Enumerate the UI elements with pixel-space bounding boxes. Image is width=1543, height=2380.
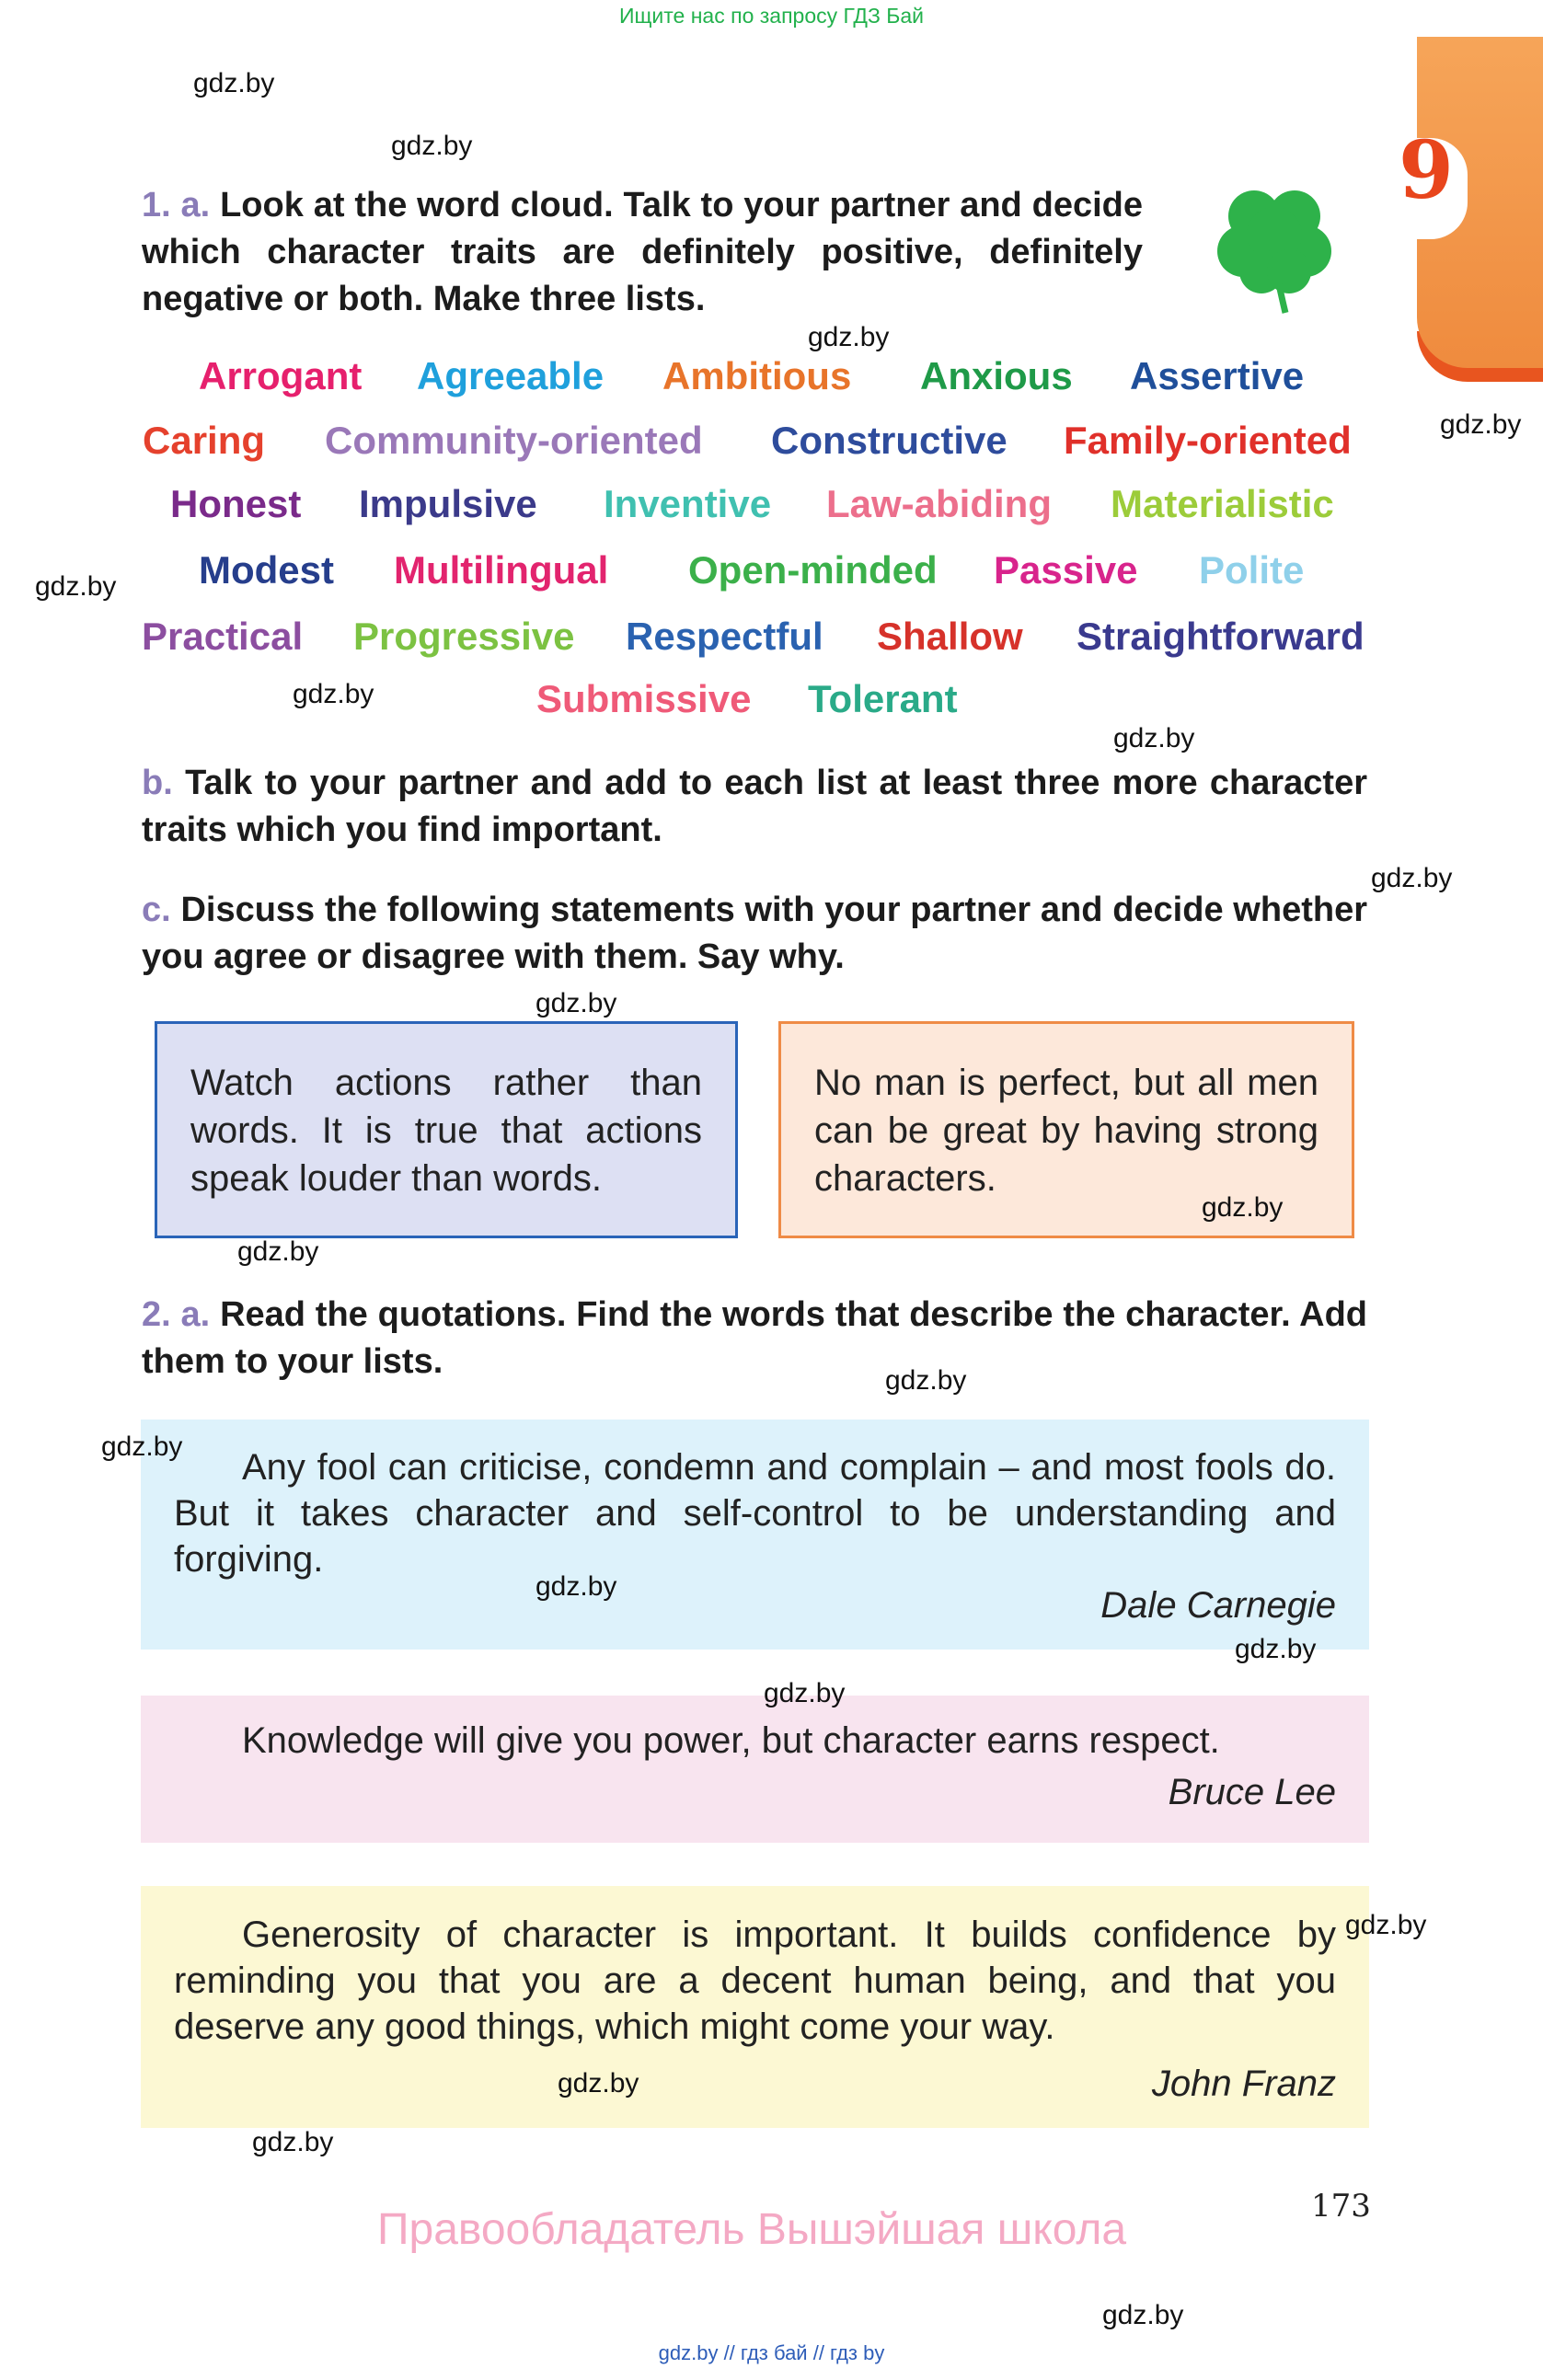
trait-word: Assertive [1130,354,1305,397]
copyright-notice: Правообладатель Вышэйшая школа [377,2205,1127,2254]
quote-box [141,1886,1369,2128]
task-text: Discuss the following statements with your partner and decide whether you agree or disagree with them. Say why. [142,891,1367,976]
trait-word: Straightforward [1077,615,1365,658]
watermark: gdz.by [391,131,473,161]
chapter-number: 9 [1399,124,1454,217]
word-cloud-row [0,354,1543,409]
trait-word: Respectful [626,615,823,658]
quote-text: Any fool can criticise, condemn and complain – and most fools do. But it takes character and self-control to be understanding and forgiving. [174,1447,1336,1580]
task-1b [142,760,1367,854]
statement-text: Watch actions rather than words. It is true that actions speak louder than words. [190,1063,702,1199]
trait-word: Progressive [353,615,575,658]
task-letter: b. [142,764,173,802]
quote-box [141,1696,1369,1843]
trait-word: Ambitious [662,354,852,397]
task-letter: a. [180,1295,211,1334]
task-letter: a. [180,186,211,224]
page-number: 173 [1311,2188,1371,2225]
trait-word: Multilingual [394,548,609,592]
watermark: gdz.by [1371,863,1453,893]
trait-word: Caring [143,419,266,462]
trait-word: Tolerant [808,677,958,720]
trait-word: Modest [199,548,334,592]
statement-box [155,1021,738,1238]
watermark: gdz.by [885,1365,967,1396]
task-number: 2. [142,1295,171,1334]
task-2a [142,1292,1367,1385]
watermark: gdz.by [535,1571,617,1602]
task-1c [142,887,1367,981]
trait-word: Practical [142,615,304,658]
trait-word: Polite [1199,548,1305,592]
word-cloud-row [0,419,1543,474]
word-cloud-row [0,615,1543,670]
word-cloud-row [0,548,1543,604]
trait-word: Honest [170,482,302,525]
statement-text: No man is perfect, but all men can be great by having strong characters. [814,1063,1318,1199]
trait-word: Agreeable [417,354,605,397]
top-banner-text: Ищите нас по запросу ГДЗ Бай [618,4,925,28]
trait-word: Law-abiding [826,482,1052,525]
trait-word: Passive [994,548,1138,592]
watermark: gdz.by [535,988,617,1018]
watermark: gdz.by [293,679,374,709]
quote-box [141,1420,1369,1650]
task-1a [142,182,1143,323]
shamrock-icon [1210,179,1339,317]
watermark: gdz.by [237,1236,319,1267]
trait-word: Shallow [877,615,1023,658]
task-text: Look at the word cloud. Talk to your partner and decide which character traits are definitely positive, definitely negative or both. Make three lists. [142,186,1143,318]
watermark: gdz.by [1440,409,1522,440]
watermark: gdz.by [1102,2300,1184,2330]
quote-text: Knowledge will give you power, but character earns respect. [242,1720,1220,1761]
task-text: Read the quotations. Find the words that describe the character. Add them to your lists. [142,1295,1367,1381]
watermark: gdz.by [764,1678,846,1708]
watermark: gdz.by [252,2127,334,2157]
trait-word: Impulsive [359,482,537,525]
watermark: gdz.by [808,322,890,352]
watermark: gdz.by [101,1431,183,1462]
word-cloud-row [0,482,1543,537]
trait-word: Community-oriented [325,419,703,462]
trait-word: Arrogant [199,354,363,397]
trait-word: Inventive [604,482,772,525]
quote-author: John Franz [1151,2064,1336,2104]
trait-word: Open-minded [688,548,938,592]
task-text: Talk to your partner and add to each list at least three more character traits which you find important. [142,764,1367,849]
quote-text: Generosity of character is important. It builds confidence by reminding you that you are a decent human being, and that you deserve any good things, which might come your way. [174,1914,1336,2047]
task-letter: c. [142,891,171,929]
bottom-links[interactable]: gdz.by // гдз бай // гдз by [658,2341,885,2364]
watermark: gdz.by [193,68,275,98]
trait-word: Family-oriented [1064,419,1352,462]
watermark: gdz.by [1345,1910,1427,1940]
watermark: gdz.by [1202,1192,1284,1223]
trait-word: Constructive [771,419,1008,462]
watermark: gdz.by [35,571,117,602]
trait-word: Materialistic [1111,482,1334,525]
trait-word: Submissive [536,677,752,720]
word-cloud-row [0,677,1543,732]
trait-word: Anxious [920,354,1073,397]
quote-author: Dale Carnegie [1100,1585,1336,1626]
watermark: gdz.by [1235,1634,1317,1664]
watermark: gdz.by [1113,723,1195,753]
task-number: 1. [142,186,171,224]
quote-author: Bruce Lee [1168,1772,1336,1812]
watermark: gdz.by [558,2068,639,2098]
